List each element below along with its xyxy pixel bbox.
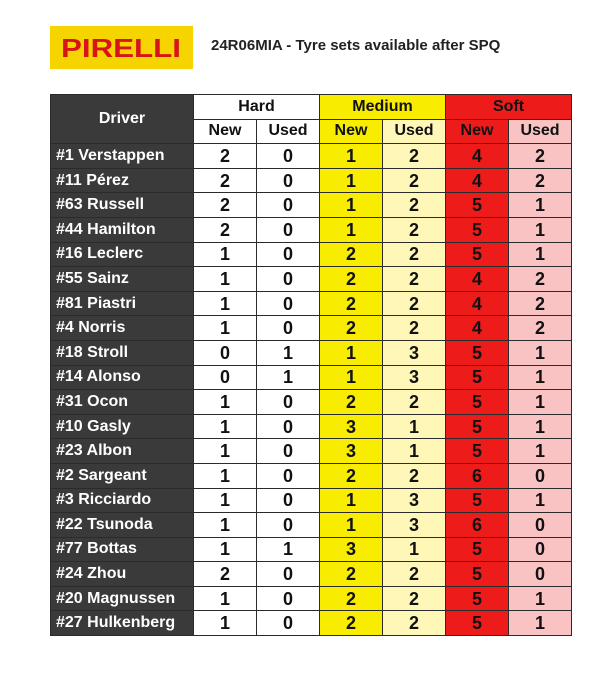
medium-used-cell: 3 [383, 488, 446, 513]
medium-new-cell: 2 [320, 316, 383, 341]
driver-column-header: Driver [51, 95, 194, 144]
table-row [51, 242, 572, 267]
soft-used-cell: 0 [509, 537, 572, 562]
soft-new-cell: 5 [446, 537, 509, 562]
medium-header: Medium [320, 95, 446, 120]
hard-used-cell: 0 [257, 217, 320, 242]
table-row [51, 611, 572, 636]
hard-new-cell: 2 [194, 144, 257, 169]
hard-used-header: Used [257, 119, 320, 144]
medium-used-cell: 1 [383, 537, 446, 562]
soft-new-cell: 5 [446, 611, 509, 636]
soft-new-cell: 6 [446, 513, 509, 538]
medium-new-cell: 3 [320, 537, 383, 562]
hard-used-cell: 0 [257, 513, 320, 538]
medium-new-cell: 2 [320, 390, 383, 415]
medium-new-cell: 2 [320, 291, 383, 316]
medium-used-cell: 2 [383, 144, 446, 169]
soft-new-cell: 5 [446, 488, 509, 513]
medium-new-cell: 2 [320, 242, 383, 267]
table-row [51, 537, 572, 562]
table-row [51, 316, 572, 341]
pirelli-logo [50, 26, 193, 69]
medium-new-cell: 2 [320, 562, 383, 587]
svg-text:PIRELLI: PIRELLI [61, 34, 181, 61]
medium-new-cell: 1 [320, 513, 383, 538]
table-row [51, 586, 572, 611]
medium-new-cell: 2 [320, 267, 383, 292]
table-row [51, 463, 572, 488]
pirelli-logo-mark [59, 35, 184, 61]
soft-new-header: New [446, 119, 509, 144]
soft-new-cell: 5 [446, 217, 509, 242]
medium-used-cell: 2 [383, 562, 446, 587]
medium-used-cell: 2 [383, 611, 446, 636]
soft-used-cell: 1 [509, 488, 572, 513]
hard-used-cell: 0 [257, 267, 320, 292]
hard-new-header: New [194, 119, 257, 144]
soft-new-cell: 5 [446, 414, 509, 439]
medium-used-cell: 2 [383, 291, 446, 316]
hard-new-cell: 1 [194, 611, 257, 636]
medium-new-cell: 1 [320, 488, 383, 513]
medium-used-cell: 2 [383, 463, 446, 488]
soft-new-cell: 4 [446, 316, 509, 341]
hard-used-cell: 0 [257, 586, 320, 611]
medium-new-cell: 1 [320, 217, 383, 242]
medium-used-header: Used [383, 119, 446, 144]
hard-header: Hard [194, 95, 320, 120]
driver-name: #1 Verstappen [51, 144, 194, 169]
soft-new-cell: 5 [446, 390, 509, 415]
hard-used-cell: 0 [257, 168, 320, 193]
soft-used-cell: 2 [509, 316, 572, 341]
soft-new-cell: 5 [446, 365, 509, 390]
soft-used-cell: 1 [509, 340, 572, 365]
hard-used-cell: 1 [257, 537, 320, 562]
table-row [51, 217, 572, 242]
medium-used-cell: 2 [383, 217, 446, 242]
soft-new-cell: 5 [446, 562, 509, 587]
medium-used-cell: 2 [383, 316, 446, 341]
hard-new-cell: 1 [194, 537, 257, 562]
medium-new-header: New [320, 119, 383, 144]
table-row [51, 513, 572, 538]
table-row [51, 439, 572, 464]
medium-new-cell: 1 [320, 365, 383, 390]
soft-used-header: Used [509, 119, 572, 144]
soft-new-cell: 5 [446, 193, 509, 218]
medium-used-cell: 2 [383, 193, 446, 218]
soft-used-cell: 1 [509, 414, 572, 439]
soft-used-cell: 1 [509, 217, 572, 242]
driver-name: #3 Ricciardo [51, 488, 194, 513]
medium-used-cell: 2 [383, 586, 446, 611]
hard-new-cell: 1 [194, 291, 257, 316]
hard-used-cell: 0 [257, 562, 320, 587]
driver-name: #20 Magnussen [51, 586, 194, 611]
soft-used-cell: 0 [509, 513, 572, 538]
soft-new-cell: 5 [446, 340, 509, 365]
soft-used-cell: 2 [509, 168, 572, 193]
soft-used-cell: 1 [509, 390, 572, 415]
table-row [51, 168, 572, 193]
soft-used-cell: 1 [509, 242, 572, 267]
soft-header: Soft [446, 95, 572, 120]
driver-name: #16 Leclerc [51, 242, 194, 267]
soft-new-cell: 5 [446, 242, 509, 267]
soft-new-cell: 5 [446, 586, 509, 611]
soft-used-cell: 2 [509, 291, 572, 316]
driver-name: #27 Hulkenberg [51, 611, 194, 636]
hard-used-cell: 0 [257, 414, 320, 439]
driver-name: #81 Piastri [51, 291, 194, 316]
soft-new-cell: 6 [446, 463, 509, 488]
driver-name: #55 Sainz [51, 267, 194, 292]
soft-used-cell: 1 [509, 439, 572, 464]
hard-new-cell: 1 [194, 267, 257, 292]
driver-name: #2 Sargeant [51, 463, 194, 488]
medium-used-cell: 2 [383, 168, 446, 193]
soft-used-cell: 2 [509, 144, 572, 169]
medium-used-cell: 3 [383, 513, 446, 538]
medium-new-cell: 3 [320, 414, 383, 439]
soft-new-cell: 4 [446, 168, 509, 193]
medium-new-cell: 1 [320, 168, 383, 193]
table-row [51, 267, 572, 292]
hard-used-cell: 0 [257, 316, 320, 341]
hard-used-cell: 1 [257, 365, 320, 390]
driver-name: #10 Gasly [51, 414, 194, 439]
medium-used-cell: 3 [383, 365, 446, 390]
driver-name: #63 Russell [51, 193, 194, 218]
medium-new-cell: 1 [320, 144, 383, 169]
medium-new-cell: 1 [320, 340, 383, 365]
hard-used-cell: 0 [257, 242, 320, 267]
table-row [51, 365, 572, 390]
medium-used-cell: 1 [383, 414, 446, 439]
medium-new-cell: 2 [320, 611, 383, 636]
table-row [51, 144, 572, 169]
soft-new-cell: 4 [446, 267, 509, 292]
medium-new-cell: 2 [320, 463, 383, 488]
soft-used-cell: 0 [509, 463, 572, 488]
soft-new-cell: 4 [446, 144, 509, 169]
tyre-sets-table [50, 94, 572, 636]
driver-name: #11 Pérez [51, 168, 194, 193]
medium-used-cell: 2 [383, 242, 446, 267]
hard-new-cell: 1 [194, 439, 257, 464]
driver-name: #18 Stroll [51, 340, 194, 365]
driver-name: #23 Albon [51, 439, 194, 464]
hard-new-cell: 1 [194, 586, 257, 611]
driver-name: #14 Alonso [51, 365, 194, 390]
table-row [51, 414, 572, 439]
hard-used-cell: 0 [257, 611, 320, 636]
page-title: 24R06MIA - Tyre sets available after SPQ [211, 37, 501, 54]
hard-used-cell: 0 [257, 193, 320, 218]
driver-name: #77 Bottas [51, 537, 194, 562]
hard-new-cell: 2 [194, 193, 257, 218]
table-row [51, 291, 572, 316]
driver-name: #31 Ocon [51, 390, 194, 415]
table-row [51, 488, 572, 513]
hard-used-cell: 0 [257, 463, 320, 488]
medium-used-cell: 2 [383, 267, 446, 292]
driver-name: #4 Norris [51, 316, 194, 341]
hard-used-cell: 0 [257, 439, 320, 464]
hard-new-cell: 1 [194, 242, 257, 267]
medium-used-cell: 1 [383, 439, 446, 464]
hard-new-cell: 1 [194, 414, 257, 439]
hard-new-cell: 1 [194, 316, 257, 341]
driver-name: #22 Tsunoda [51, 513, 194, 538]
hard-new-cell: 1 [194, 488, 257, 513]
table-row [51, 562, 572, 587]
medium-used-cell: 3 [383, 340, 446, 365]
soft-used-cell: 2 [509, 267, 572, 292]
soft-used-cell: 1 [509, 365, 572, 390]
hard-new-cell: 1 [194, 390, 257, 415]
hard-new-cell: 1 [194, 513, 257, 538]
hard-used-cell: 0 [257, 488, 320, 513]
driver-name: #24 Zhou [51, 562, 194, 587]
soft-new-cell: 5 [446, 439, 509, 464]
hard-used-cell: 1 [257, 340, 320, 365]
driver-name: #44 Hamilton [51, 217, 194, 242]
medium-new-cell: 2 [320, 586, 383, 611]
soft-used-cell: 0 [509, 562, 572, 587]
hard-used-cell: 0 [257, 291, 320, 316]
soft-used-cell: 1 [509, 611, 572, 636]
medium-new-cell: 3 [320, 439, 383, 464]
hard-new-cell: 1 [194, 463, 257, 488]
table-row [51, 390, 572, 415]
soft-used-cell: 1 [509, 586, 572, 611]
soft-new-cell: 4 [446, 291, 509, 316]
medium-used-cell: 2 [383, 390, 446, 415]
table-row [51, 193, 572, 218]
medium-new-cell: 1 [320, 193, 383, 218]
table-row [51, 340, 572, 365]
hard-new-cell: 0 [194, 365, 257, 390]
hard-new-cell: 2 [194, 217, 257, 242]
hard-used-cell: 0 [257, 144, 320, 169]
hard-new-cell: 0 [194, 340, 257, 365]
soft-used-cell: 1 [509, 193, 572, 218]
hard-new-cell: 2 [194, 562, 257, 587]
hard-new-cell: 2 [194, 168, 257, 193]
hard-used-cell: 0 [257, 390, 320, 415]
